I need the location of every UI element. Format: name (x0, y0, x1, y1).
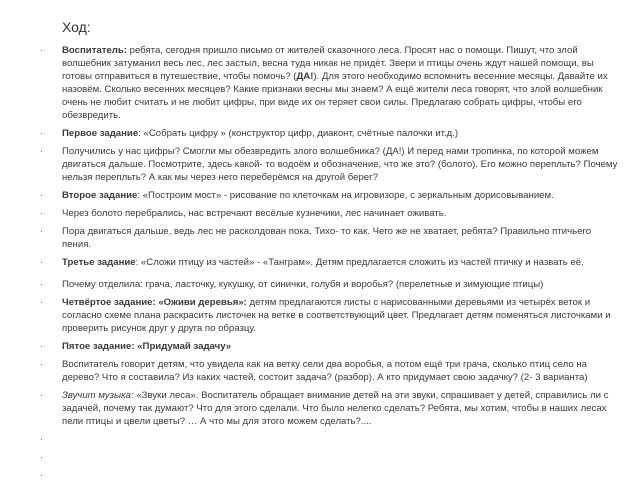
bullet-icon: · (40, 257, 43, 267)
list-item (0, 278, 640, 291)
bullet-icon: · (40, 341, 43, 351)
item-text: Через болото перебрались, нас встречают весёлые кузнечики, лес начинает оживать. (62, 208, 447, 219)
bullet-icon: · (40, 146, 43, 156)
item-lead: Воспитатель: (62, 45, 127, 56)
item-text: : «Собрать цифру » (конструктор цифр, диаконт, счётные палочки ит.д.) (138, 128, 459, 139)
list-item (0, 358, 640, 384)
item-lead: Третье задание (62, 257, 136, 268)
bullet-icon: · (40, 279, 43, 289)
list-item (0, 256, 640, 269)
item-text: : «Построим мост» - рисование по клеточкам на игровизоре, с зеркальным дорисовыванием. (137, 190, 554, 201)
list-item (0, 207, 640, 220)
item-lead: Пятое задание: «Придумай задачу» (62, 341, 232, 352)
empty-list-item (0, 451, 640, 464)
item-text-rest: ). Для этого необходимо вспомнить весенние месяцы. Давайте их назовём. Сколько весенних месяцев? Какие признаки весны мы знаем? А ещё жители леса говорят, что злой волшебник очень не любит считать и не любит цифры, при виде их он теряет свои силы. Предлагаю собрать цифры, чтобы его обезвредить. (62, 71, 608, 121)
item-lead: Первое задание (62, 128, 139, 139)
bullet-icon: · (40, 226, 43, 236)
bullet-icon: · (40, 128, 43, 138)
bullet-icon: · (40, 434, 43, 444)
document-heading: Ход: (62, 19, 91, 35)
list-item (0, 44, 640, 122)
item-text: ребята, сегодня пришло письмо от жителей сказочного леса. Просят нас о помощи. Пишут, что злой волшебник затуманил весь лес, лес застыл, весна туда никак не придёт. Звери и птицы очень ждут нашей помощи, вы готовы отправиться в путешествие, чтобы помочь? ( (62, 45, 594, 82)
bullet-icon: · (40, 208, 43, 218)
item-answer: ДА! (296, 71, 314, 82)
list-item (0, 189, 640, 202)
list-item (0, 127, 640, 140)
list-item (0, 145, 640, 184)
lesson-steps-list (0, 44, 640, 487)
bullet-icon: · (40, 390, 43, 400)
list-item (0, 389, 640, 428)
bullet-icon: · (40, 190, 43, 200)
item-text: Воспитатель говорит детям, что увидела как на ветку сели два воробья, а потом ещё три грача, сколько птиц село на дерево? Что я составила? Из каких частей, состоит задача? (разбор). А кто придумает свою задачку? (2- 3 варианта) (62, 359, 588, 383)
item-text: : «Звуки леса». Воспитатель обращает внимание детей на эти звуки, спрашивает у детей, справились ли с задачей, почему так думают? Что для этого сделали. Что было нелегко сделать? Ребята, мы хотим, чтобы в наших лесах пели птицы и цвели цветы? … А что мы для этого можем сделать?.... (62, 390, 609, 427)
item-text: детям предлагаются листы с нарисованными деревьями из четырёх веток и согласно схеме плана раскрасить листочек на ветке в соответствующий цвет. Предлагает детям поменяться листочками и проверить рисунок друг у друга по образцу. (62, 297, 611, 334)
empty-list-item (0, 469, 640, 482)
item-text: : «Сложи птицу из частей» - «Танграм». Детям предлагается сложить из частей птичку и назвать её. (135, 257, 584, 268)
empty-list-item (0, 433, 640, 446)
list-item (0, 340, 640, 353)
bullet-icon: · (40, 470, 43, 480)
list-item (0, 296, 640, 335)
bullet-icon: · (40, 297, 43, 307)
item-lead: Четвёртое задание: «Оживи деревья»: (62, 297, 247, 308)
item-text: Пора двигаться дальше, ведь лес не расколдован пока. Тихо- то как. Чего же не хватает, ребята? Правильно птичьего пения. (62, 226, 592, 250)
bullet-icon: · (40, 359, 43, 369)
item-text: Почему отделила: грача, ласточку, кукушку, от синички, голубя и воробья? (перелетные и зимующие птицы) (62, 279, 544, 290)
item-text: Получились у нас цифры? Смогли мы обезвредить злого волшебника? (ДА!) И перед нами тропинка, по которой можем двигаться дальше. Посмотрите, здесь какой- то водоём и обозначение, что же это? (болото). Его можно перепльть? Почему нельзя перепльть? А как мы через него переберёмся на другой берег? (62, 146, 618, 183)
item-lead: Второе задание (62, 190, 138, 201)
bullet-icon: · (40, 452, 43, 462)
item-lead: Звучит музыка (62, 390, 131, 401)
list-item (0, 225, 640, 251)
bullet-icon: · (40, 45, 43, 55)
